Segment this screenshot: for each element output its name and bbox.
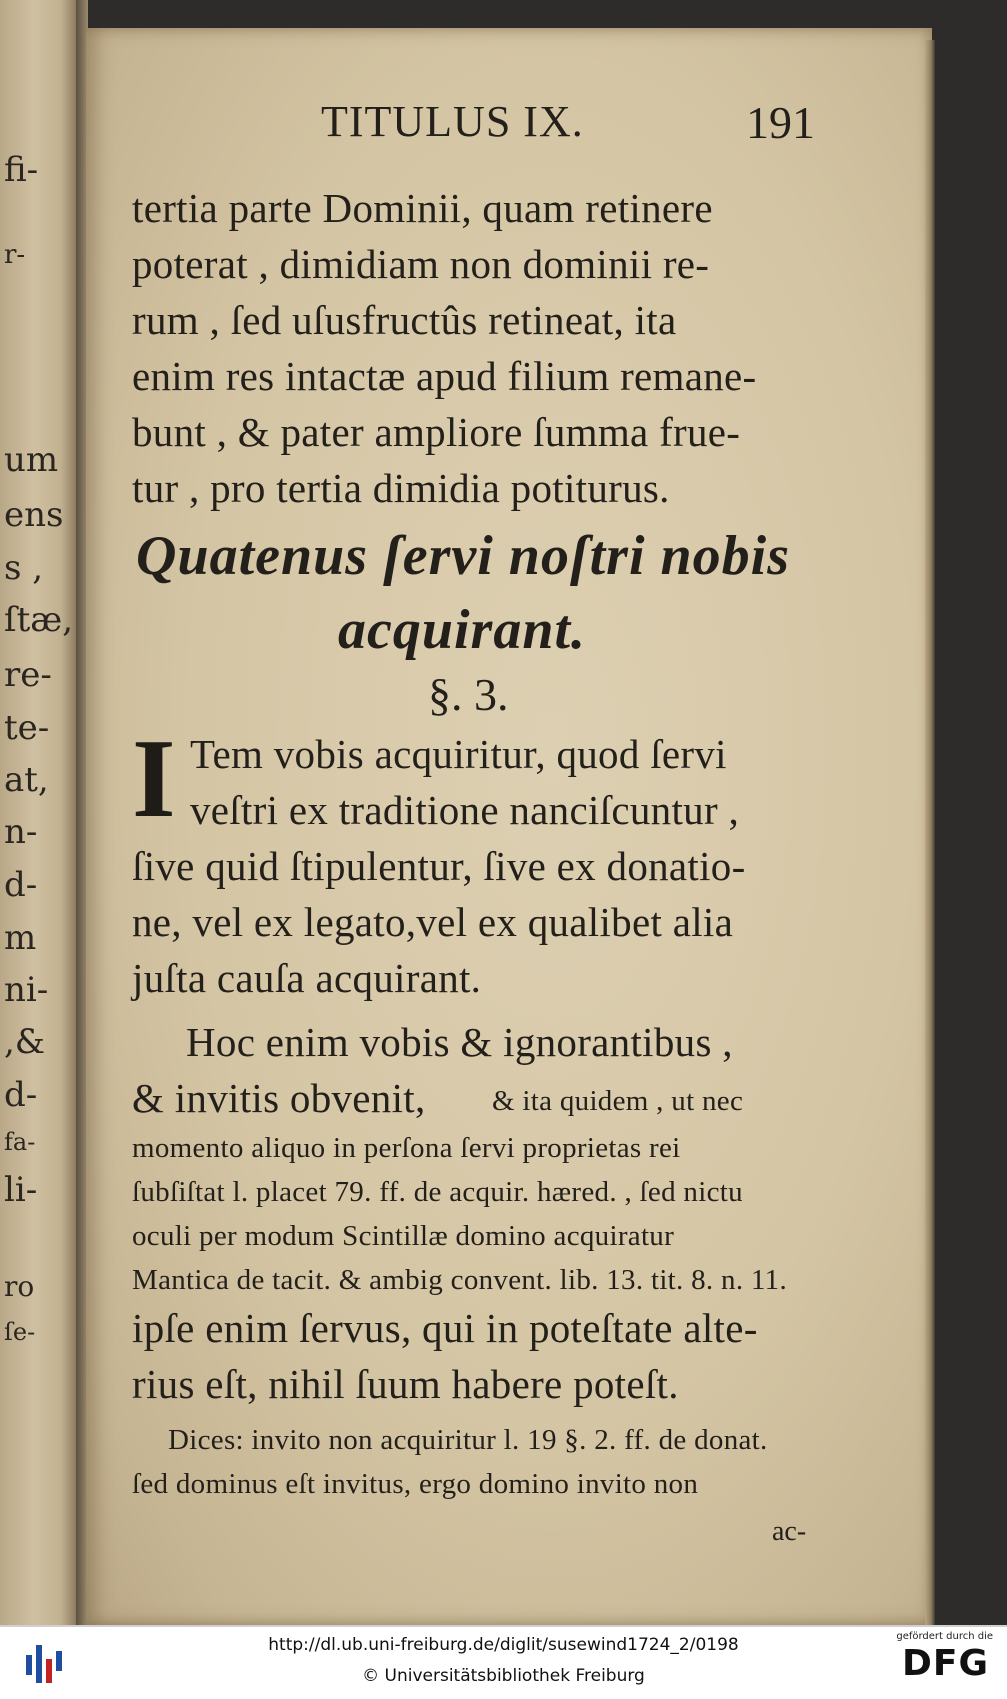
text-line-small: oculi per modum Scintillæ domino acquiratur (132, 1220, 675, 1252)
text-line: & invitis obvenit, (132, 1075, 426, 1121)
prev-fragment: um (4, 440, 59, 480)
text-line: ne, vel ex legato,vel ex qualibet alia (132, 899, 734, 945)
prev-fragment: s , (4, 548, 44, 588)
prev-fragment: ens (4, 495, 64, 535)
prev-fragment: fi- (4, 150, 39, 190)
book-page (86, 28, 932, 1625)
prev-fragment: ſtæ, (4, 600, 74, 640)
text-line: juſta cauſa acquirant. (132, 955, 482, 1001)
text-line-small: momento aliquo in perſona ſervi proprietas rei (132, 1132, 681, 1164)
text-line-small: Mantica de tacit. & ambig convent. lib. 13. tit. 8. n. 11. (132, 1264, 788, 1296)
permalink-url[interactable]: http://dl.ub.uni-freiburg.de/diglit/susewind1724_2/0198 (268, 1635, 739, 1655)
prev-fragment: n- (4, 812, 38, 852)
text-line: poterat , dimidiam non dominii re- (132, 241, 710, 287)
section-heading: acquirant. (338, 599, 587, 661)
text-line-small: ſed dominus eſt invitus, ergo domino invito non (132, 1468, 699, 1500)
copyright-notice: © Universitätsbibliothek Freiburg (362, 1666, 645, 1686)
section-mark: §. 3. (428, 669, 509, 720)
page-number: 191 (746, 97, 815, 148)
text-line: Hoc enim vobis & ignorantibus , (186, 1019, 733, 1065)
catchword: ac- (772, 1516, 807, 1547)
prev-fragment: ſe- (4, 1318, 36, 1346)
text-line: bunt , & pater ampliore ſumma frue- (132, 409, 741, 455)
prev-fragment: ni- (4, 970, 49, 1010)
text-line: Tem vobis acquiritur, quod ſervi (190, 731, 727, 777)
prev-fragment: te- (4, 708, 50, 748)
prev-fragment: r- (4, 240, 26, 270)
prev-fragment: re- (4, 655, 52, 695)
viewer-footer (0, 1625, 1007, 1699)
prev-fragment: fa- (4, 1128, 36, 1156)
text-line: ſive quid ſtipulentur, ſive ex donatio- (132, 843, 746, 889)
text-line-small: ſubſiſtat l. placet 79. ff. de acquir. hæred. , ſed nictu (132, 1176, 743, 1208)
text-line: rius eſt, nihil ſuum habere poteſt. (132, 1361, 679, 1407)
prev-fragment: li- (4, 1170, 38, 1210)
section-heading: Quatenus ſervi noſtri nobis (136, 525, 790, 587)
text-line: tur , pro tertia dimidia potiturus. (132, 465, 670, 511)
text-line: ipſe enim ſervus, qui in poteſtate alte- (132, 1305, 758, 1351)
text-line: enim res intactæ apud filium remane- (132, 353, 757, 399)
previous-page-edge (0, 0, 76, 1625)
text-line-small: & ita quidem , ut nec (492, 1085, 744, 1117)
prev-fragment: d- (4, 1075, 38, 1115)
prev-fragment: at, (4, 760, 49, 800)
text-line: rum , ſed uſusfructûs retineat, ita (132, 297, 677, 343)
dfg-funding-label: gefördert durch die (896, 1631, 993, 1642)
prev-fragment: d- (4, 865, 38, 905)
prev-fragment: ,& (4, 1022, 46, 1062)
drop-cap: I (132, 717, 176, 841)
prev-fragment: ro (4, 1270, 35, 1303)
page-edge (925, 40, 935, 1625)
text-line-small: Dices: invito non acquiritur l. 19 §. 2. ff. de donat. (168, 1424, 768, 1456)
dfg-logo: DFG (901, 1643, 989, 1684)
text-line: tertia parte Dominii, quam retinere (132, 185, 713, 231)
prev-fragment: m (4, 918, 37, 958)
text-line: veſtri ex traditione nanciſcuntur , (190, 787, 740, 833)
running-head: TITULUS IX. (321, 97, 584, 146)
